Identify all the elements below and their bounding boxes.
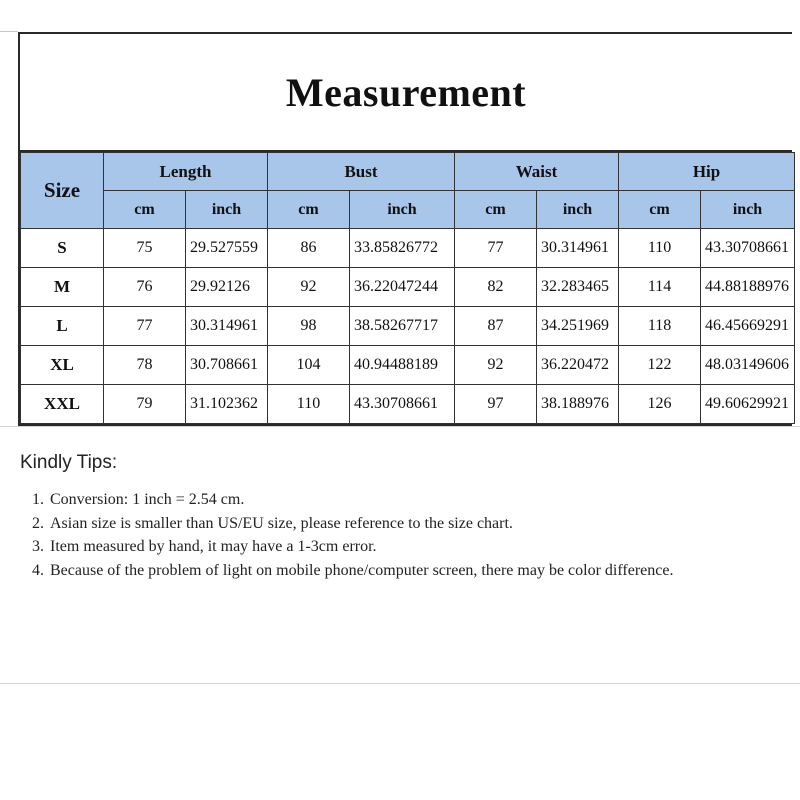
size-cell: S: [21, 229, 104, 268]
unit-header: inch: [537, 191, 619, 229]
kindly-tips: [20, 452, 720, 582]
unit-header-row: [21, 191, 795, 229]
inch-cell: 48.03149606: [701, 346, 795, 385]
inch-cell: 31.102362: [186, 385, 268, 424]
inch-cell: 30.708661: [186, 346, 268, 385]
chart-title: Measurement: [285, 69, 527, 115]
cm-cell: 97: [455, 385, 537, 424]
size-cell: M: [21, 268, 104, 307]
cm-cell: 76: [104, 268, 186, 307]
cm-cell: 98: [268, 307, 350, 346]
unit-header: inch: [701, 191, 795, 229]
table-row: [21, 307, 795, 346]
unit-header: inch: [350, 191, 455, 229]
unit-header: cm: [104, 191, 186, 229]
size-column-header: Size: [21, 153, 104, 229]
inch-cell: 36.22047244: [350, 268, 455, 307]
size-cell: XL: [21, 346, 104, 385]
hip-header: Hip: [619, 153, 795, 191]
size-cell: L: [21, 307, 104, 346]
table-row: [21, 229, 795, 268]
cm-cell: 78: [104, 346, 186, 385]
bottom-divider: [0, 683, 800, 684]
unit-header: cm: [455, 191, 537, 229]
size-table: [20, 152, 795, 424]
tips-list: [20, 488, 720, 582]
cm-cell: 86: [268, 229, 350, 268]
inch-cell: 34.251969: [537, 307, 619, 346]
inch-cell: 29.92126: [186, 268, 268, 307]
cm-cell: 126: [619, 385, 701, 424]
bust-header: Bust: [268, 153, 455, 191]
tip-item: 2. Asian size is smaller than US/EU size, please reference to the size chart.: [48, 512, 720, 536]
inch-cell: 38.188976: [537, 385, 619, 424]
cm-cell: 118: [619, 307, 701, 346]
cm-cell: 77: [104, 307, 186, 346]
tips-heading: Kindly Tips:: [20, 452, 118, 473]
cm-cell: 122: [619, 346, 701, 385]
cm-cell: 75: [104, 229, 186, 268]
inch-cell: 38.58267717: [350, 307, 455, 346]
unit-header: inch: [186, 191, 268, 229]
tip-item: 3. Item measured by hand, it may have a 1-3cm error.: [48, 535, 720, 559]
cm-cell: 87: [455, 307, 537, 346]
inch-cell: 33.85826772: [350, 229, 455, 268]
inch-cell: 29.527559: [186, 229, 268, 268]
waist-header: Waist: [455, 153, 619, 191]
length-header: Length: [104, 153, 268, 191]
cm-cell: 77: [455, 229, 537, 268]
cm-cell: 110: [619, 229, 701, 268]
inch-cell: 46.45669291: [701, 307, 795, 346]
measurement-chart: [18, 32, 792, 426]
cm-cell: 92: [455, 346, 537, 385]
cm-cell: 82: [455, 268, 537, 307]
inch-cell: 44.88188976: [701, 268, 795, 307]
unit-header: cm: [619, 191, 701, 229]
cm-cell: 114: [619, 268, 701, 307]
inch-cell: 32.283465: [537, 268, 619, 307]
table-row: [21, 346, 795, 385]
inch-cell: 40.94488189: [350, 346, 455, 385]
unit-header: cm: [268, 191, 350, 229]
inch-cell: 49.60629921: [701, 385, 795, 424]
middle-divider: [0, 426, 800, 427]
cm-cell: 92: [268, 268, 350, 307]
inch-cell: 43.30708661: [350, 385, 455, 424]
title-box: [20, 34, 792, 152]
tip-item: 1. Conversion: 1 inch = 2.54 cm.: [48, 488, 720, 512]
table-row: [21, 385, 795, 424]
cm-cell: 104: [268, 346, 350, 385]
table-row: [21, 268, 795, 307]
cm-cell: 79: [104, 385, 186, 424]
tip-item: 4. Because of the problem of light on mobile phone/computer screen, there may be color difference.: [48, 559, 720, 583]
inch-cell: 30.314961: [537, 229, 619, 268]
size-cell: XXL: [21, 385, 104, 424]
group-header-row: [21, 153, 795, 191]
cm-cell: 110: [268, 385, 350, 424]
top-divider: [0, 31, 18, 32]
inch-cell: 43.30708661: [701, 229, 795, 268]
inch-cell: 36.220472: [537, 346, 619, 385]
inch-cell: 30.314961: [186, 307, 268, 346]
